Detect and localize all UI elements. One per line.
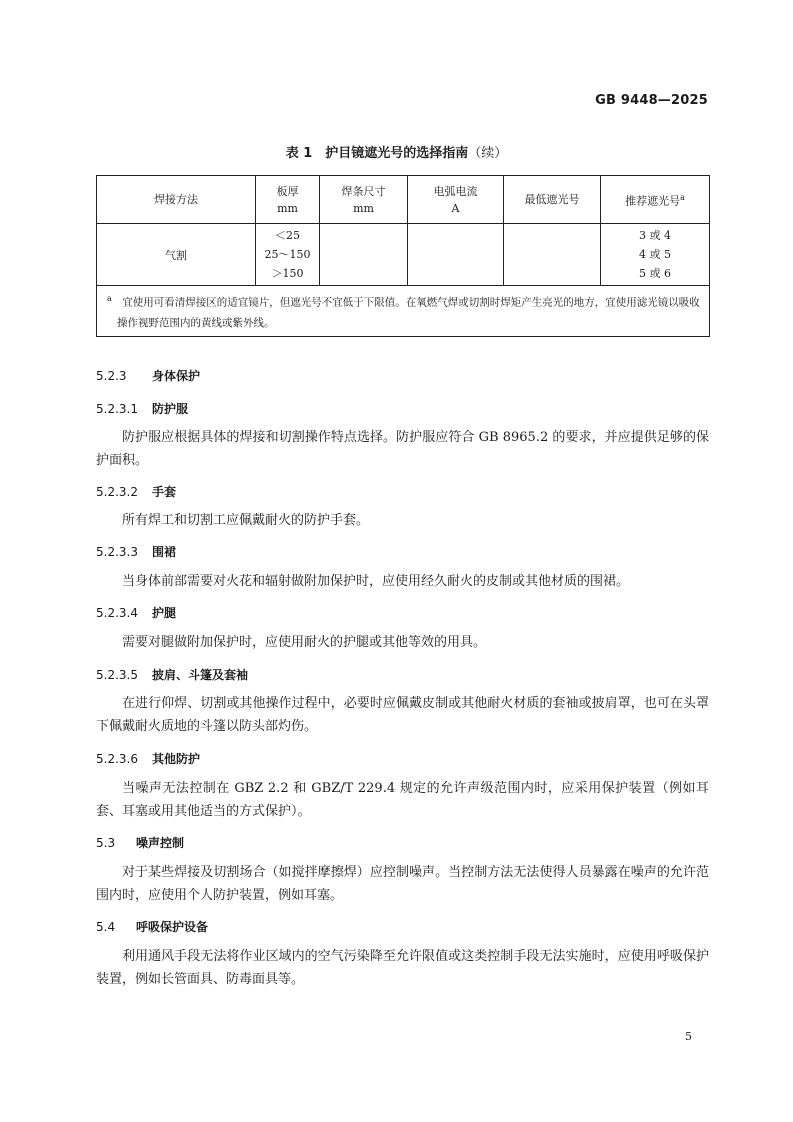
- cell-electrode: [320, 224, 408, 286]
- table-title-text: 表 1 护目镜遮光号的选择指南: [285, 146, 469, 161]
- section-paragraph: 所有焊工和切割工应佩戴耐火的防护手套。: [122, 513, 370, 528]
- section-heading: 5.3 噪声控制: [96, 836, 185, 850]
- column-header-thickness: 板厚 mm: [256, 176, 320, 224]
- cell-recommended-shade: 3 或 4 4 或 5 5 或 6: [601, 224, 710, 286]
- column-header-current: 电弧电流 A: [408, 176, 504, 224]
- column-header-electrode: 焊条尺寸 mm: [320, 176, 408, 224]
- section-paragraph: 当噪声无法控制在 GBZ 2.2 和 GBZ/T 229.4 规定的允许声级范围内时，应采用保护装置（例如耳套、耳塞或用其他适当的方式保护）。: [96, 781, 709, 819]
- section-heading: 5.2.3.1 防护服: [96, 402, 189, 416]
- table-header-row: [97, 176, 710, 224]
- section-heading: 5.2.3.3 围裙: [96, 545, 177, 559]
- table-footnote-row: [97, 286, 710, 337]
- table-title: [0, 142, 793, 161]
- section-heading: 5.2.3.5 披肩、斗篷及套袖: [96, 668, 249, 682]
- section-heading: 5.2.3.6 其他防护: [96, 752, 201, 766]
- section-paragraph: 防护服应根据具体的焊接和切割操作特点选择。防护服应符合 GB 8965.2 的要求，并应提供足够的保护面积。: [96, 430, 709, 468]
- cell-current: [408, 224, 504, 286]
- shade-selection-table: [96, 175, 710, 337]
- column-header-min-shade: 最低遮光号: [504, 176, 601, 224]
- column-header-method: 焊接方法: [97, 176, 256, 224]
- page-number: 5: [685, 1030, 692, 1043]
- section-heading: 5.2.3 身体保护: [96, 369, 201, 383]
- column-header-recommended-shade: 推荐遮光号$^a$: [601, 176, 710, 224]
- section-paragraph: 需要对腿做附加保护时，应使用耐火的护腿或其他等效的用具。: [122, 635, 487, 650]
- section-heading: 5.2.3.2 手套: [96, 485, 177, 499]
- section-paragraph: 在进行仰焊、切割或其他操作过程中，必要时应佩戴皮制或其他耐火材质的套袖或披肩罩，也可在头罩下佩戴耐火质地的斗篷以防头部灼伤。: [96, 696, 709, 734]
- table-footnote: $^a$ 宜使用可看清焊接区的适宜镜片，但遮光号不宜低于下限值。在氧燃气焊或切割时焊矩产生亮光的地方，宜使用滤光镜以吸收操作视野范围内的黄线或紫外线。: [97, 286, 710, 337]
- section-heading: 5.4 呼吸保护设备: [96, 920, 209, 934]
- table-row: [97, 224, 710, 286]
- section-paragraph: 利用通风手段无法将作业区域内的空气污染降至允许限值或这类控制手段无法实施时，应使用呼吸保护装置，例如长管面具、防毒面具等。: [96, 949, 709, 987]
- section-paragraph: 对于某些焊接及切割场合（如搅拌摩擦焊）应控制噪声。当控制方法无法使得人员暴露在噪声的允许范围内时，应使用个人防护装置，例如耳塞。: [96, 865, 709, 903]
- section-heading: 5.2.3.4 护腿: [96, 606, 177, 620]
- standard-code: GB 9448—2025: [595, 93, 708, 108]
- section-paragraph: 当身体前部需要对火花和辐射做附加保护时，应使用经久耐火的皮制或其他材质的围裙。: [122, 574, 630, 589]
- table-title-suffix: （续）: [468, 146, 508, 161]
- cell-method: 气割: [97, 224, 256, 286]
- cell-thickness: ＜25 25～150 ＞150: [256, 224, 320, 286]
- cell-min-shade: [504, 224, 601, 286]
